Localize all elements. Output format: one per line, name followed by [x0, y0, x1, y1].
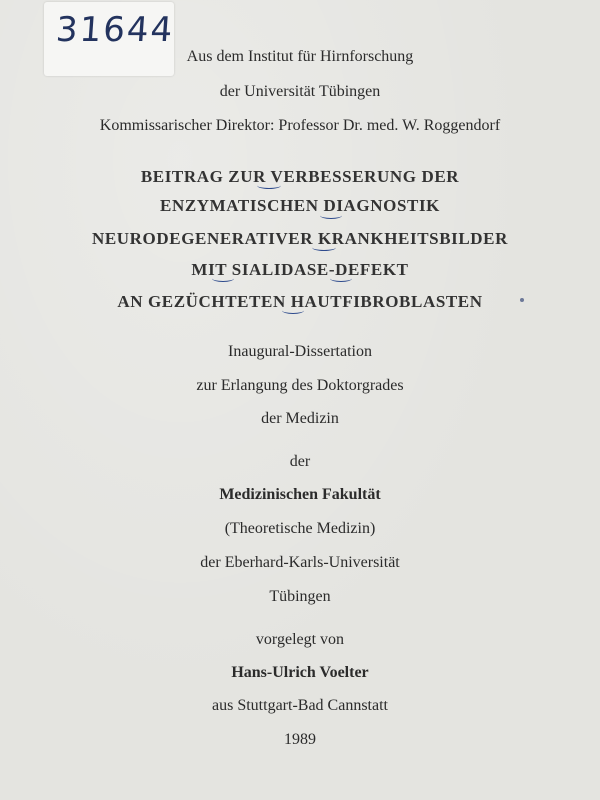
origin-line: aus Stuttgart-Bad Cannstatt: [212, 697, 388, 714]
dissertation-type: Inaugural-Dissertation: [228, 343, 372, 360]
underline-mark: [330, 275, 352, 282]
institute-line: Aus dem Institut für Hirnforschung: [186, 48, 414, 65]
sticker-number: 31644: [54, 10, 176, 50]
dissertation-purpose: zur Erlangung des Doktorgrades: [196, 377, 404, 394]
underline-mark: [212, 275, 234, 282]
author-name: Hans-Ulrich Voelter: [231, 664, 369, 681]
subfaculty-line: (Theoretische Medizin): [224, 520, 376, 537]
university-full-line: der Eberhard-Karls-Universität: [200, 554, 400, 571]
underline-mark: [282, 307, 304, 314]
city-line: Tübingen: [269, 588, 331, 605]
pencil-dot: [520, 298, 524, 302]
underline-mark: [257, 182, 281, 189]
title-line-4: MIT SIALIDASE-DEFEKT: [191, 260, 409, 279]
der-line: der: [289, 453, 311, 470]
library-sticker: [44, 2, 174, 76]
university-line: der Universität Tübingen: [219, 83, 381, 100]
title-line-3: NEURODEGENERATIVER KRANKHEITSBILDER: [91, 229, 508, 248]
title-line-2: ENZYMATISCHEN DIAGNOSTIK: [160, 196, 440, 215]
year-line: 1989: [284, 731, 316, 748]
title-line-5: AN GEZÜCHTETEN HAUTFIBROBLASTEN: [117, 292, 483, 311]
title-line-1: BEITRAG ZUR VERBESSERUNG DER: [140, 167, 460, 186]
director-line: Kommissarischer Direktor: Professor Dr. med. W. Roggendorf: [99, 117, 501, 134]
faculty-line: Medizinischen Fakultät: [219, 486, 381, 503]
underline-mark: [312, 244, 336, 251]
underline-mark: [320, 212, 342, 219]
dissertation-field: der Medizin: [261, 410, 339, 427]
presented-by-line: vorgelegt von: [255, 631, 345, 648]
